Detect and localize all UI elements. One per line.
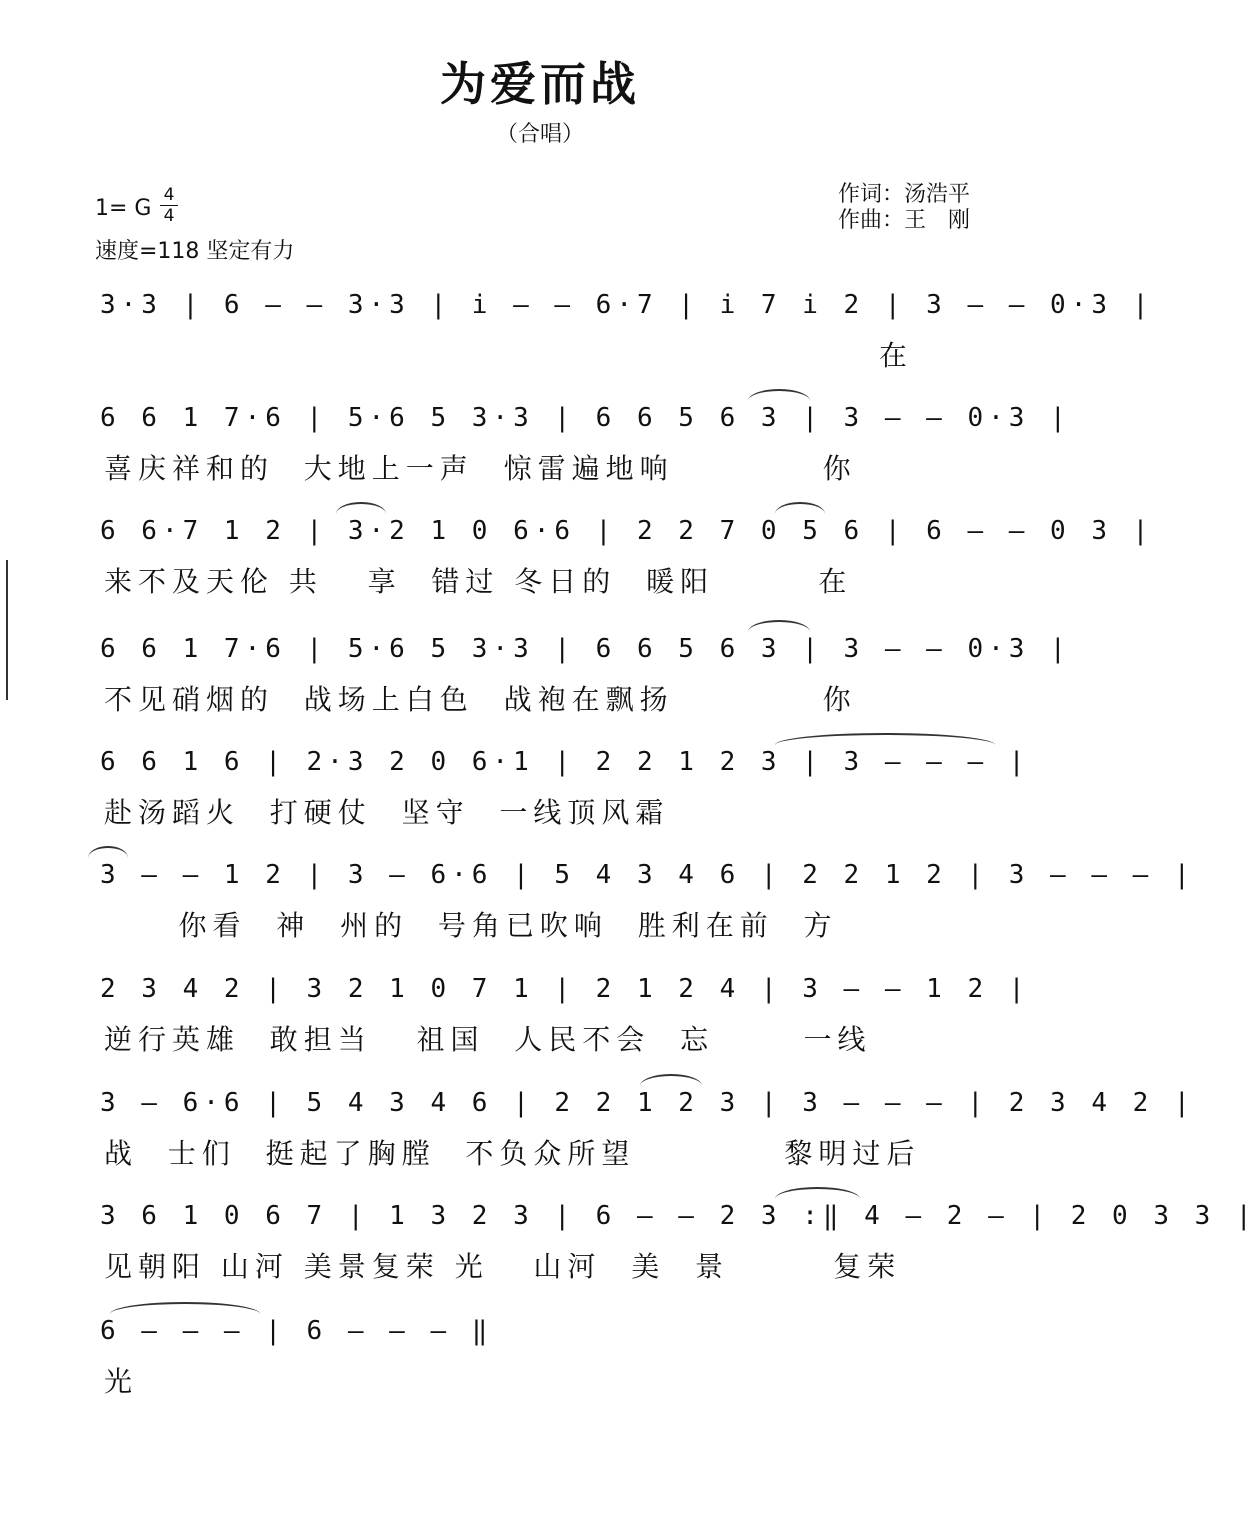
song-subtitle: （合唱） — [495, 122, 584, 147]
notation-line: 3 6 1 0 6 7 | 1 3 2 3 | 6 — — 2 3 :‖ 4 — 2 — | 2 0 3 3 | — [100, 1201, 1257, 1231]
lyrics-line: 来不及天伦 共 享 错过 冬日的 暖阳 在 — [104, 565, 853, 598]
key-signature: 1= G — [95, 196, 152, 221]
lyrics-line: 战 士们 挺起了胸膛 不负众所望 黎明过后 — [104, 1137, 921, 1170]
notation-line: 3·3 | 6 — — 3·3 | i — — 6·7 | i 7 i 2 | 3 — — 0·3 | — [100, 290, 1154, 320]
tempo-marking: 速度=118 坚定有力 — [95, 239, 295, 264]
score-line-2 — [0, 403, 1080, 513]
tie-arc — [88, 846, 128, 870]
score-line-8 — [0, 1088, 1195, 1198]
notation-line: 6 — — — | 6 — — — ‖ — [100, 1316, 493, 1346]
time-signature — [160, 186, 178, 225]
notation-line: 6 6 1 7·6 | 5·6 5 3·3 | 6 6 5 6 3 | 3 — — 0·3 | — [100, 403, 1071, 433]
tie-arc — [775, 733, 995, 757]
notation-line: 2 3 4 2 | 3 2 1 0 7 1 | 2 1 2 4 | 3 — — 1 2 | — [100, 974, 1030, 1004]
time-signature-bottom: 4 — [163, 206, 175, 226]
lyrics-line: 赴汤蹈火 打硬仗 坚守 一线顶风霜 — [104, 796, 670, 829]
composer-credit: 作曲：王 刚 — [838, 208, 971, 233]
lyrics-line: 你看 神 州的 号角已吹响 胜利在前 方 — [104, 909, 838, 942]
notation-line: 6 6·7 1 2 | 3·2 1 0 6·6 | 2 2 7 0 5 6 | 6 — — 0 3 | — [100, 516, 1154, 546]
lyricist-credit: 作词：汤浩平 — [838, 182, 971, 207]
lyrics-line: 见朝阳 山河 美景复荣 光 山河 美 景 复荣 — [104, 1250, 902, 1283]
notation-line: 3 — — 1 2 | 3 — 6·6 | 5 4 3 4 6 | 2 2 1 2 | 3 — — — | — [100, 860, 1195, 890]
score-line-5 — [0, 747, 1080, 857]
notation-line: 6 6 1 7·6 | 5·6 5 3·3 | 6 6 5 6 3 | 3 — — 0·3 | — [100, 634, 1071, 664]
tie-arc — [336, 502, 386, 526]
score-line-10 — [0, 1316, 1080, 1426]
score-line-7 — [0, 974, 1080, 1084]
score-line-4 — [0, 634, 1080, 744]
score-line-3 — [0, 516, 1154, 626]
notation-line: 3 — 6·6 | 5 4 3 4 6 | 2 2 1 2 3 | 3 — — — | 2 3 4 2 | — [100, 1088, 1195, 1118]
time-signature-top: 4 — [163, 185, 175, 205]
song-title: 为爱而战 — [440, 57, 640, 111]
tie-arc — [748, 389, 810, 413]
tie-arc — [775, 502, 825, 526]
lyrics-line: 光 — [104, 1365, 139, 1398]
tie-arc — [775, 1187, 860, 1211]
tie-arc — [748, 620, 810, 644]
lyrics-line: 喜庆祥和的 大地上一声 惊雷遍地响 你 — [104, 452, 857, 485]
notation-line: 6 6 1 6 | 2·3 2 0 6·1 | 2 2 1 2 3 | 3 — — — | — [100, 747, 1030, 777]
lyrics-line: 在 — [104, 339, 913, 372]
lyrics-line: 逆行英雄 敢担当 祖国 人民不会 忘 一线 — [104, 1023, 872, 1056]
tie-arc — [640, 1074, 702, 1098]
score-line-1 — [0, 290, 1154, 400]
score-line-6 — [0, 860, 1195, 970]
lyrics-line: 不见硝烟的 战场上白色 战袍在飘扬 你 — [104, 683, 857, 716]
score-line-9 — [0, 1201, 1257, 1311]
tie-arc — [110, 1302, 260, 1326]
